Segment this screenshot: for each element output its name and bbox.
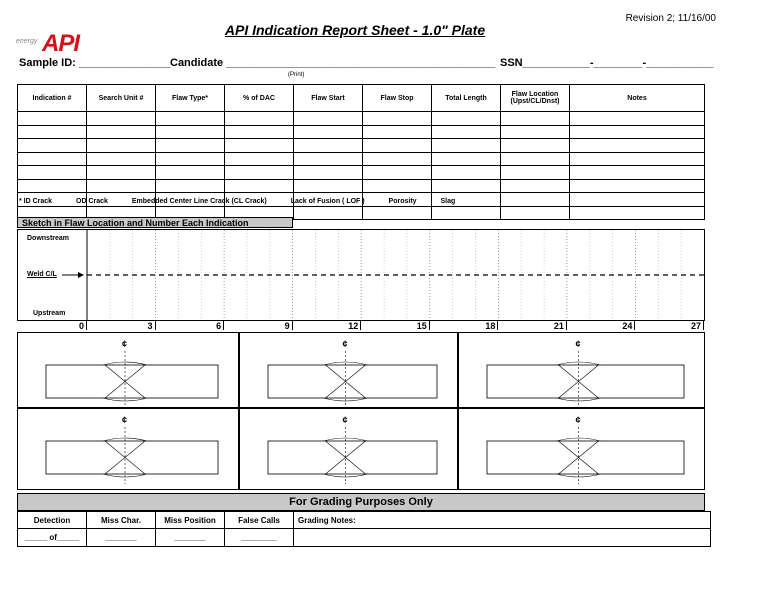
table-cell[interactable] xyxy=(294,139,363,153)
table-cell[interactable] xyxy=(18,139,87,153)
table-cell[interactable] xyxy=(87,166,156,180)
table-cell[interactable] xyxy=(432,139,501,153)
weld-profile-icon xyxy=(240,409,459,489)
legend-od-crack: OD Crack xyxy=(76,198,108,205)
table-cell[interactable] xyxy=(294,125,363,139)
table-cell[interactable] xyxy=(363,179,432,193)
scale-tick-label: 9 xyxy=(284,321,290,331)
table-cell[interactable] xyxy=(501,139,570,153)
table-cell[interactable] xyxy=(225,166,294,180)
scale-tick xyxy=(429,321,430,330)
miss-position-field[interactable]: _______ xyxy=(156,529,225,547)
table-cell[interactable] xyxy=(570,179,705,193)
revision-text: Revision 2; 11/16/00 xyxy=(625,13,716,24)
table-cell[interactable] xyxy=(363,125,432,139)
table-row xyxy=(18,112,705,126)
table-cell[interactable] xyxy=(225,139,294,153)
grading-value-row xyxy=(18,529,711,547)
downstream-label: Downstream xyxy=(27,235,70,242)
centerline-symbol: ¢ xyxy=(342,415,348,425)
table-cell[interactable] xyxy=(501,193,570,207)
arrow-head-icon xyxy=(78,272,84,278)
table-cell[interactable] xyxy=(156,125,225,139)
table-cell[interactable] xyxy=(87,152,156,166)
table-row xyxy=(18,139,705,153)
table-cell[interactable] xyxy=(87,139,156,153)
table-cell[interactable] xyxy=(432,152,501,166)
scale-tick-label: 15 xyxy=(416,321,427,331)
scale-tick-label: 27 xyxy=(690,321,701,331)
table-cell[interactable] xyxy=(225,152,294,166)
table-cell[interactable] xyxy=(570,139,705,153)
logo-mark: API xyxy=(42,30,80,57)
scale-tick-label: 24 xyxy=(622,321,633,331)
grading-header: For Grading Purposes Only xyxy=(17,493,705,511)
candidate-field[interactable]: Candidate ____________________________________________ xyxy=(170,57,496,69)
sample-id-field[interactable]: Sample ID: _______________ xyxy=(19,57,171,69)
table-row xyxy=(18,166,705,180)
col-indication: Indication # xyxy=(18,85,87,112)
table-cell[interactable] xyxy=(294,152,363,166)
sketch-area[interactable] xyxy=(17,229,705,321)
table-cell[interactable] xyxy=(225,125,294,139)
table-cell[interactable] xyxy=(294,112,363,126)
table-cell[interactable] xyxy=(501,152,570,166)
col-dac: % of DAC xyxy=(225,85,294,112)
table-cell[interactable] xyxy=(156,152,225,166)
centerline-symbol: ¢ xyxy=(575,415,581,425)
centerline-symbol: ¢ xyxy=(575,339,581,349)
table-cell[interactable] xyxy=(87,125,156,139)
grading-notes-field[interactable] xyxy=(294,529,711,547)
col-flaw-location: Flaw Location (Upst/CL/Dnst) xyxy=(501,85,570,112)
table-cell[interactable] xyxy=(225,179,294,193)
table-cell[interactable] xyxy=(294,206,363,220)
table-cell[interactable] xyxy=(294,166,363,180)
table-cell[interactable] xyxy=(87,179,156,193)
table-cell[interactable] xyxy=(225,112,294,126)
centerline-symbol: ¢ xyxy=(122,415,128,425)
scale-tick-label: 18 xyxy=(485,321,496,331)
flaw-type-legend xyxy=(19,198,477,205)
col-false-calls: False Calls xyxy=(225,512,294,529)
scale-tick xyxy=(360,321,361,330)
table-cell[interactable] xyxy=(87,112,156,126)
weld-sketch-box[interactable] xyxy=(239,332,458,408)
table-cell[interactable] xyxy=(570,152,705,166)
table-cell[interactable] xyxy=(501,112,570,126)
table-cell[interactable] xyxy=(501,166,570,180)
print-note: (Print) xyxy=(288,72,305,78)
legend-id-crack: * ID Crack xyxy=(19,198,53,205)
weld-profile-icon xyxy=(18,333,240,413)
table-cell[interactable] xyxy=(432,166,501,180)
weld-sketch-box[interactable] xyxy=(239,408,458,490)
legend-porosity: Porosity xyxy=(388,198,417,205)
table-cell[interactable] xyxy=(501,179,570,193)
scale-tick xyxy=(703,321,704,330)
table-cell[interactable] xyxy=(570,166,705,180)
table-cell[interactable] xyxy=(501,206,570,220)
logo-energy-text: energy xyxy=(16,38,38,45)
col-flaw-stop: Flaw Stop xyxy=(363,85,432,112)
sketch-header: Sketch in Flaw Location and Number Each Indication xyxy=(17,217,293,228)
table-cell[interactable] xyxy=(570,125,705,139)
miss-char-field[interactable]: _______ xyxy=(87,529,156,547)
table-cell[interactable] xyxy=(432,206,501,220)
scale-tick xyxy=(292,321,293,330)
table-cell[interactable] xyxy=(156,112,225,126)
scale-tick xyxy=(497,321,498,330)
ssn-field[interactable]: SSN___________-________-___________ xyxy=(500,57,714,69)
weld-sketch-box[interactable] xyxy=(17,332,239,408)
weld-profile-icon xyxy=(459,409,706,489)
weld-profile-icon xyxy=(18,409,240,489)
detection-field[interactable]: _____ of_____ xyxy=(18,529,87,547)
api-logo xyxy=(16,30,96,58)
table-cell[interactable] xyxy=(570,112,705,126)
table-row xyxy=(18,125,705,139)
table-cell[interactable] xyxy=(432,179,501,193)
table-cell[interactable] xyxy=(570,206,705,220)
table-cell[interactable] xyxy=(294,179,363,193)
table-cell[interactable] xyxy=(156,179,225,193)
legend-cl-crack: Embedded Center Line Crack (CL Crack) xyxy=(131,198,267,205)
sketch-grid xyxy=(18,230,704,320)
grading-table xyxy=(17,511,711,547)
weld-sketch-box[interactable] xyxy=(458,332,705,408)
col-grading-notes: Grading Notes: xyxy=(294,512,711,529)
table-cell[interactable] xyxy=(18,112,87,126)
table-cell[interactable] xyxy=(432,125,501,139)
scale-tick xyxy=(566,321,567,330)
table-cell[interactable] xyxy=(18,179,87,193)
false-calls-field[interactable]: ________ xyxy=(225,529,294,547)
table-cell[interactable] xyxy=(570,193,705,207)
legend-slag: Slag xyxy=(440,198,456,205)
col-total-length: Total Length xyxy=(432,85,501,112)
scale-tick xyxy=(155,321,156,330)
col-flaw-type: Flaw Type* xyxy=(156,85,225,112)
table-cell[interactable] xyxy=(18,166,87,180)
col-detection: Detection xyxy=(18,512,87,529)
scale-tick-label: 21 xyxy=(553,321,564,331)
col-flaw-start: Flaw Start xyxy=(294,85,363,112)
grading-header-row xyxy=(18,512,711,529)
table-row xyxy=(18,152,705,166)
table-cell[interactable] xyxy=(363,152,432,166)
table-header-row xyxy=(18,85,705,112)
table-cell[interactable] xyxy=(156,139,225,153)
table-cell[interactable] xyxy=(501,125,570,139)
col-notes: Notes xyxy=(570,85,705,112)
weld-cl-label: Weld C/L xyxy=(27,271,57,278)
scale-tick xyxy=(634,321,635,330)
centerline-symbol: ¢ xyxy=(122,339,128,349)
table-cell[interactable] xyxy=(18,152,87,166)
upstream-label: Upstream xyxy=(33,310,66,317)
table-cell[interactable] xyxy=(363,139,432,153)
weld-sketch-box[interactable] xyxy=(17,408,239,490)
table-cell[interactable] xyxy=(18,125,87,139)
centerline-symbol: ¢ xyxy=(342,339,348,349)
page-title: API Indication Report Sheet - 1.0" Plate xyxy=(224,22,486,38)
scale-tick xyxy=(223,321,224,330)
col-search-unit: Search Unit # xyxy=(87,85,156,112)
table-cell[interactable] xyxy=(156,166,225,180)
table-cell[interactable] xyxy=(363,112,432,126)
scale-tick-label: 3 xyxy=(147,321,153,331)
scale-tick-label: 12 xyxy=(348,321,359,331)
scale-tick-label: 6 xyxy=(216,321,222,331)
scale-tick xyxy=(86,321,87,330)
legend-lof: Lack of Fusion ( LOF ) xyxy=(290,198,365,205)
weld-profile-icon xyxy=(240,333,459,413)
col-miss-char: Miss Char. xyxy=(87,512,156,529)
table-row xyxy=(18,179,705,193)
weld-sketch-box[interactable] xyxy=(458,408,705,490)
scale-tick-label: 0 xyxy=(78,321,84,331)
table-cell[interactable] xyxy=(363,206,432,220)
weld-profile-icon xyxy=(459,333,706,413)
table-cell[interactable] xyxy=(363,166,432,180)
col-miss-position: Miss Position xyxy=(156,512,225,529)
table-cell[interactable] xyxy=(432,112,501,126)
